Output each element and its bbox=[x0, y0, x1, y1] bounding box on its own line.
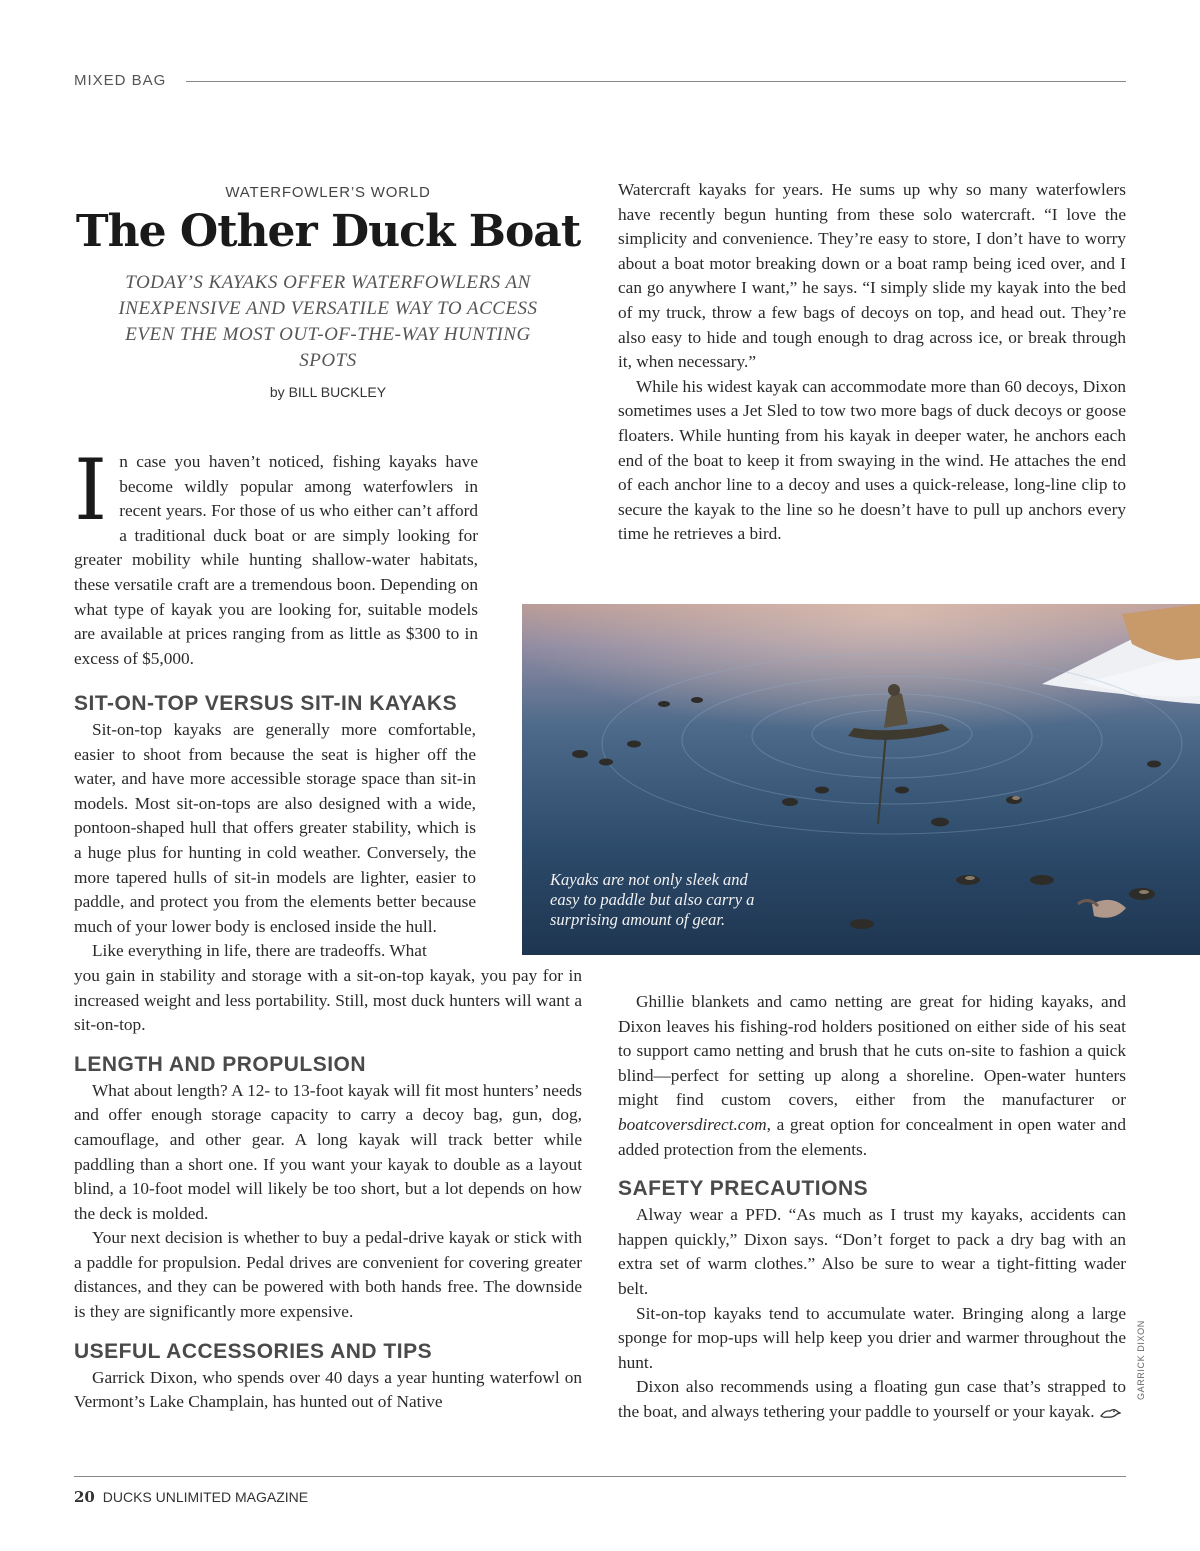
intro-paragraph: n case you haven’t noticed, fishing kayaks have become wildly popular among waterfowlers in recent years. For those of us who either can’t afford a traditional duck boat or are simply looking for greater mobility while hunting shallow-water habitats, these versatile craft are a tremendous boon. Depending on what type of kayak you are looking for, suitable models are available at prices ranging from as little as $300 to in excess of $5,000. bbox=[74, 452, 478, 668]
left-column bbox=[74, 690, 582, 1415]
page-number: 20 bbox=[74, 1488, 95, 1506]
paragraph: Dixon also recommends using a floating gun case that’s strapped to the boat, and always tethering your paddle to yourself or your kayak. bbox=[618, 1377, 1126, 1421]
paragraph: Sit-on-top kayaks tend to accumulate water. Bringing along a large sponge for mop-ups will help keep you drier and warmer throughout the hunt. bbox=[618, 1303, 1126, 1372]
page-footer bbox=[74, 1488, 308, 1506]
article-deck: TODAY’S KAYAKS OFFER WATERFOWLERS AN INEXPENSIVE AND VERSATILE WAY TO ACCESS EVEN THE MOST OUT-OF-THE-WAY HUNTING SPOTS bbox=[118, 272, 538, 371]
paragraph: you gain in stability and storage with a sit-on-top kayak, you pay for in increased weight and less portability. Still, most duck hunters will want a sit-on-top. bbox=[74, 965, 582, 1035]
narrow-wrap bbox=[74, 718, 476, 964]
paragraph: What about length? A 12- to 13-foot kayak will fit most hunters’ needs and offer enough storage capacity to carry a decoy bag, gun, dog, camouflage, and other gear. A long kayak will track better while paddling than a short one. If you want your kayak to double as a layout blind, a 10-foot model will likely be too short, but a lot depends on how the deck is molded. bbox=[74, 1080, 582, 1223]
article-byline: by BILL BUCKLEY bbox=[269, 384, 387, 400]
photo-caption: Kayaks are not only sleek and easy to paddle but also carry a surprising amount of gear. bbox=[550, 870, 755, 929]
article-title: The Other Duck Boat bbox=[75, 206, 581, 257]
paragraph: While his widest kayak can accommodate more than 60 decoys, Dixon sometimes uses a Jet Sled to tow two more bags of duck decoys or goose floaters. While hunting from his kayak in deeper water, he anchors each end of the boat to keep it from swaying in the wind. He attaches the end of each anchor line to a decoy and uses a quick-release, long-line clip to secure the kayak to the line so he doesn’t have to pull up anchors every time he retrieves a bird. bbox=[618, 376, 1126, 544]
paragraph: Like everything in life, there are tradeoffs. What bbox=[92, 941, 427, 961]
subhead-accessories: USEFUL ACCESSORIES AND TIPS bbox=[74, 1339, 433, 1363]
duck-head-icon bbox=[1099, 1406, 1121, 1420]
paragraph: Sit-on-top kayaks are generally more comfortable, easier to shoot from because the seat is higher off the water, and have more accessible storage space than sit-in models. Most sit-on-tops are also designed with a wide, pontoon-shaped hull that offers greater stability, which is a huge plus for hunting in cold weather. Conversely, the more tapered hulls of sit-in models are lighter, easier to paddle, and protect you from the elements better because much of your lower body is enclosed inside the hull. bbox=[74, 720, 476, 936]
right-column-top bbox=[618, 178, 1126, 547]
header-rule bbox=[186, 81, 1126, 82]
subhead-sit-on-top: SIT-ON-TOP VERSUS SIT-IN KAYAKS bbox=[74, 692, 458, 715]
paragraph: Ghillie blankets and camo netting are great for hiding kayaks, and Dixon leaves his fishing-rod holders positioned on either side of his seat to support camo netting and brush that he cuts on-site to fashion a quick blind—perfect for setting up along a shoreline. Open-water hunters might find custom covers, either from the manufacturer or boatcoversdirect.com, a great option for concealment in open water and added protection from the elements. bbox=[618, 992, 1126, 1159]
article-kicker: WATERFOWLER’S WORLD bbox=[225, 184, 431, 201]
paragraph: Your next decision is whether to buy a pedal-drive kayak or stick with a paddle for propulsion. Pedal drives are convenient for covering greater distances, and they can be powered with both hands free. The downside is they are significantly more expensive. bbox=[74, 1228, 582, 1322]
intro-block bbox=[74, 441, 582, 671]
subhead-length: LENGTH AND PROPULSION bbox=[74, 1052, 367, 1076]
drop-cap: I bbox=[74, 441, 108, 539]
paragraph: Garrick Dixon, who spends over 40 days a year hunting waterfowl on Vermont’s Lake Champlain, has hunted out of Native bbox=[74, 1367, 582, 1412]
paragraph: Alway wear a PFD. “As much as I trust my kayaks, accidents can happen quickly,” Dixon says. “Don’t forget to pack a dry bag with an extra set of warm clothes.” Also be sure to wear a tight-fitting wader belt. bbox=[618, 1205, 1126, 1298]
paragraph: Watercraft kayaks for years. He sums up why so many waterfowlers have recently begun hunting from these solo watercraft. “I love the simplicity and convenience. They’re easy to store, I don’t have to worry about a boat motor breaking down or a boat ramp being iced over, and I can go anywhere I want,” he says. “I simply slide my kayak into the bed of my truck, throw a few bags of decoys on top, and head out. They’re also easy to hide and tough enough to drag across ice, or break through it, when necessary.” bbox=[618, 180, 1126, 372]
right-column-bottom bbox=[618, 990, 1126, 1425]
section-label: MIXED BAG bbox=[74, 72, 167, 89]
subhead-safety: SAFETY PRECAUTIONS bbox=[618, 1177, 869, 1201]
photo-credit: GARRICK DIXON bbox=[1136, 1320, 1146, 1400]
magazine-name: DUCKS UNLIMITED MAGAZINE bbox=[102, 1489, 309, 1505]
website-name: boatcoversdirect.com bbox=[618, 1114, 767, 1134]
footer-rule bbox=[74, 1476, 1126, 1477]
